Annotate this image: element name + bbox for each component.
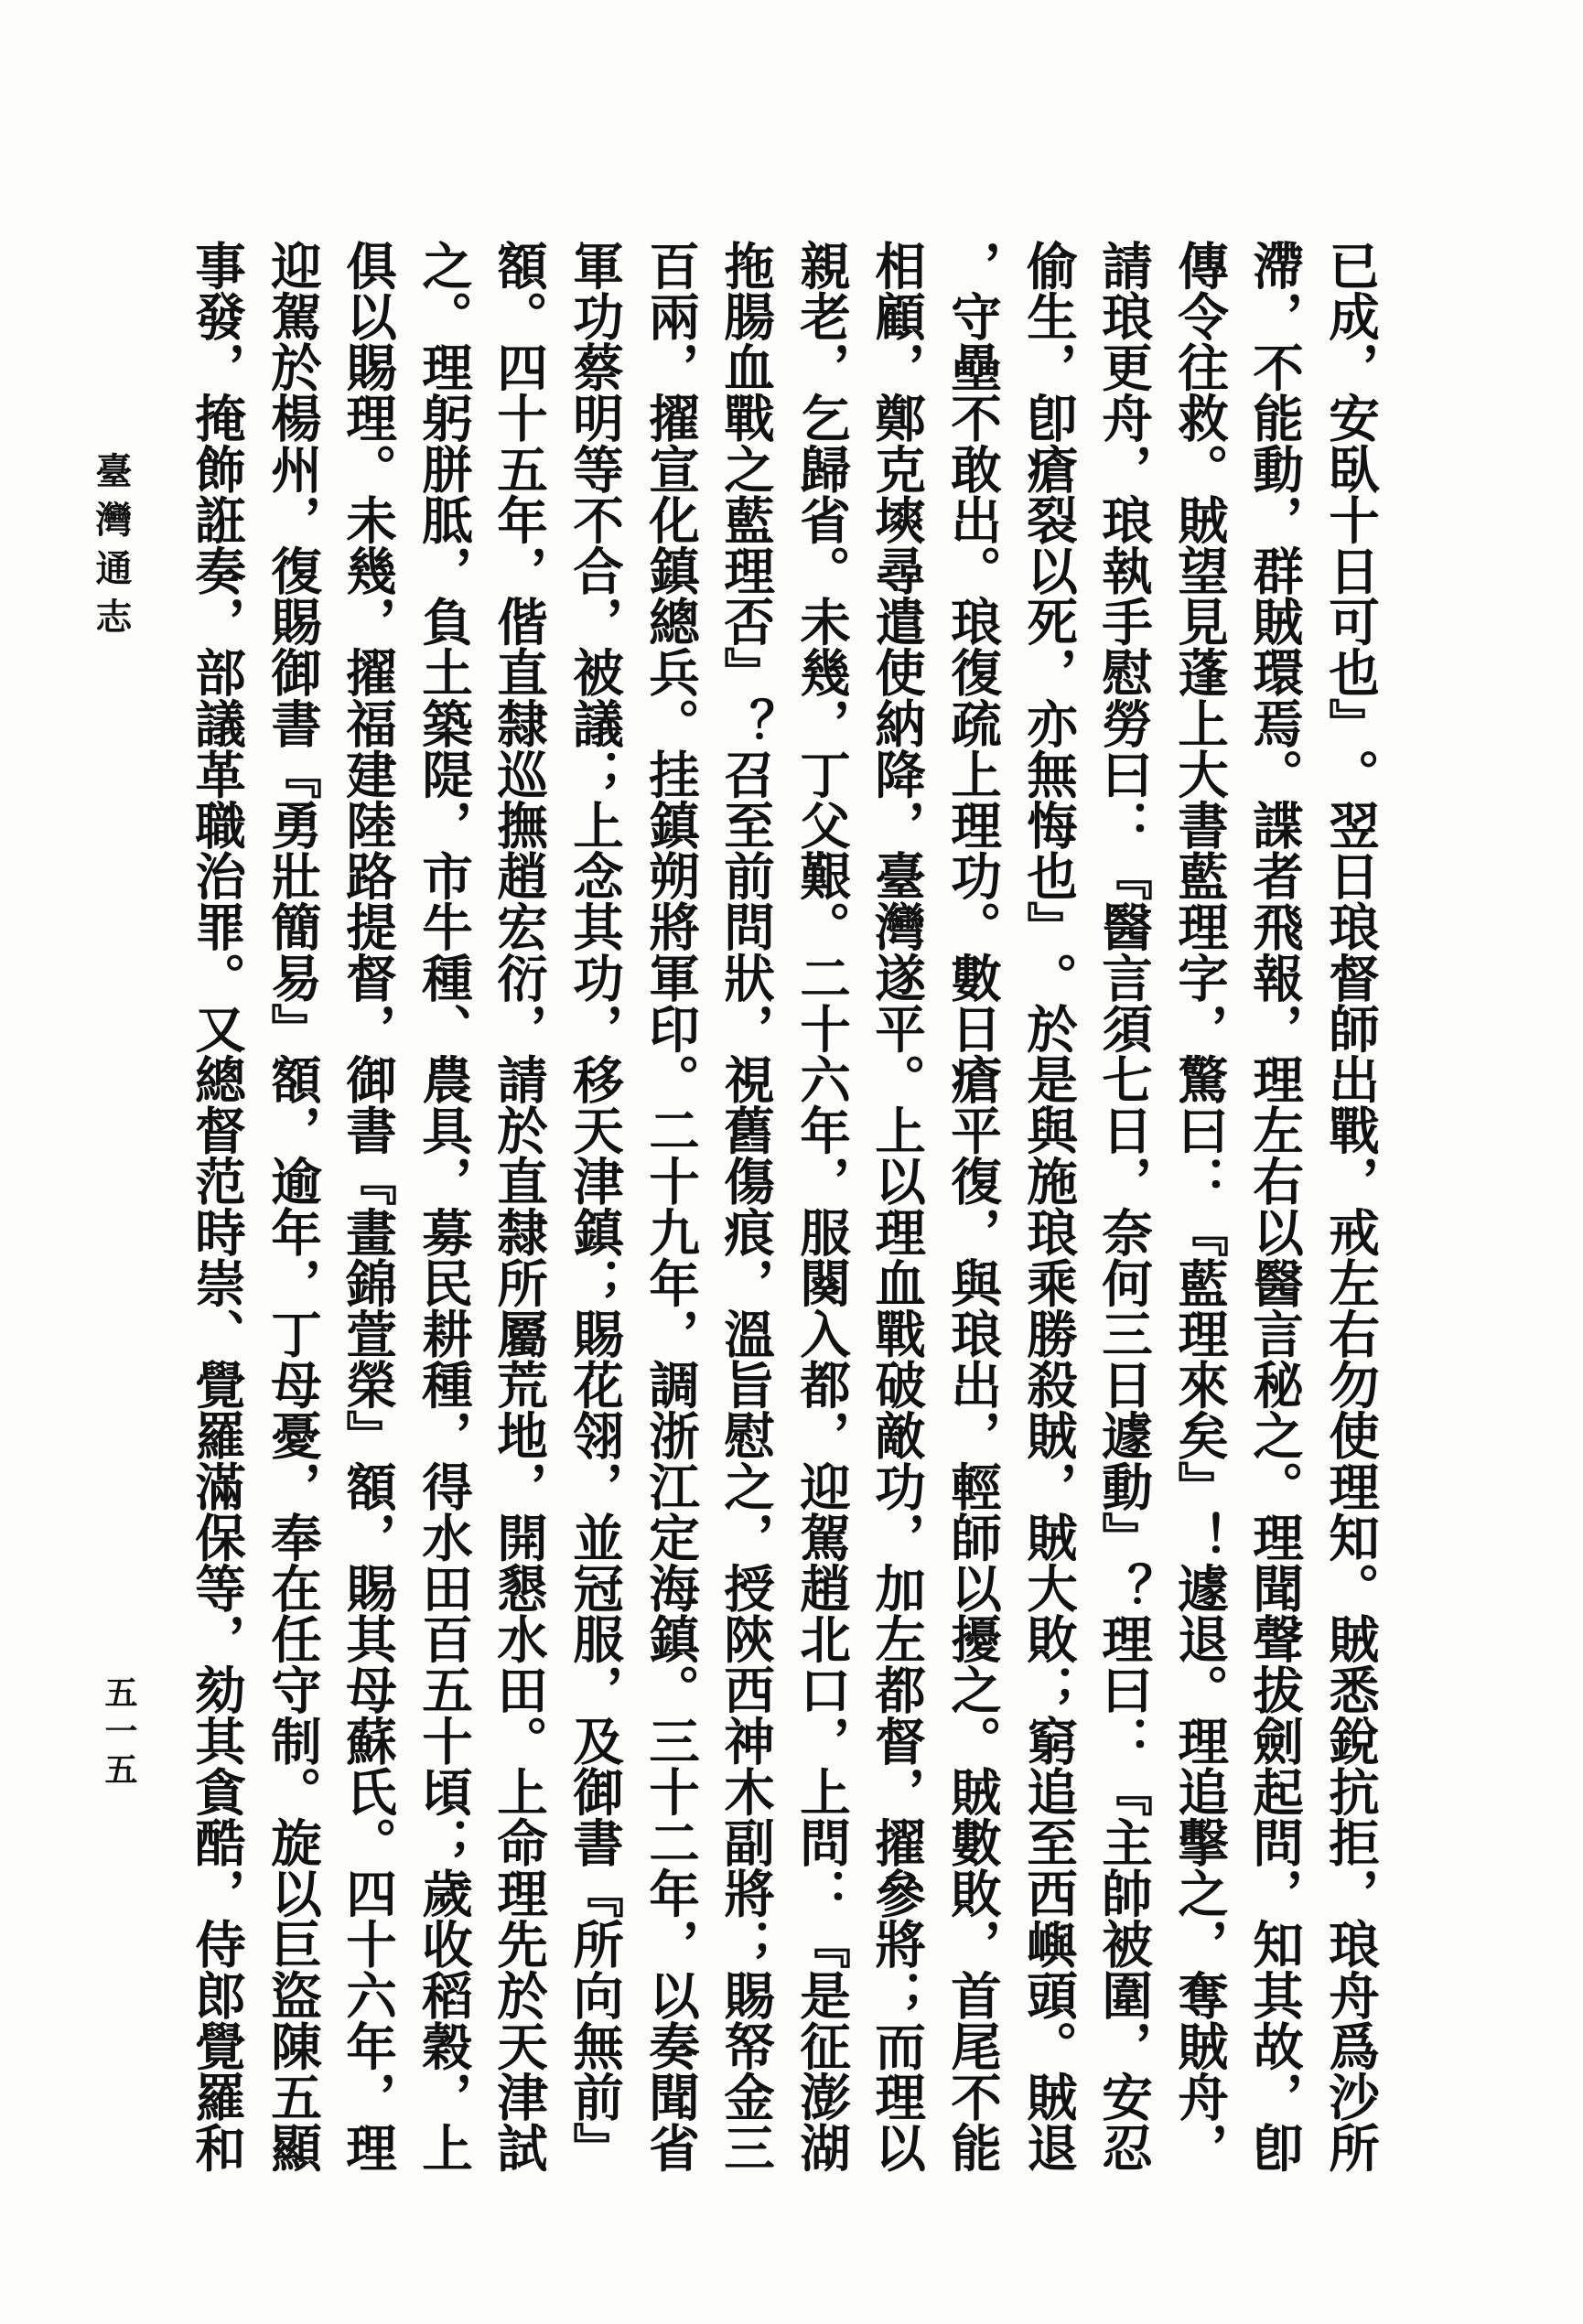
- text-column: 傳令往救。賊望見蓬上大書藍理字，驚曰：『藍理來矣』！遽退。理追擊之，奪賊舟，: [1168, 240, 1228, 2173]
- text-column: ，守壘不敢出。琅復疏上理功。數日瘡平復，與琅出，輕師以擾之。賊數敗，首尾不能: [942, 240, 1001, 2173]
- text-column: 額。四十五年，偕直隸巡撫趙宏衍，請於直隸所屬荒地，開懇水田。上命理先於天津試: [488, 240, 547, 2173]
- text-column: 請琅更舟，琅執手慰勞曰：『醫言須七日，奈何三日遽動』？理曰：『主帥被圍，安忍: [1093, 240, 1152, 2173]
- book-title: 臺灣通志: [90, 452, 133, 646]
- text-column: 百兩，擢宣化鎮總兵。挂鎮朔將軍印。二十九年，調浙江定海鎮。三十二年，以奏聞省: [640, 240, 699, 2173]
- text-column: 已成，安臥十日可也』。翌日琅督師出戰，戒左右勿使理知。賊悉銳抗拒，琅舟爲沙所: [1319, 240, 1379, 2173]
- text-column: 拖腸血戰之藍理否』？召至前問狀，視舊傷痕，溫旨慰之，授陝西神木副將；賜帑金三: [715, 240, 774, 2173]
- text-column: 之。理躬胼胝，負土築隄，市牛種、農具，募民耕種，得水田百五十頃；歲收稻穀，上: [413, 240, 472, 2173]
- page-number: 五一五: [100, 1675, 138, 1791]
- text-column: 親老，乞歸省。未幾，丁父艱。二十六年，服闋入都，迎駕趙北口，上問：『是征澎湖: [791, 240, 850, 2173]
- text-column: 事發，掩飾誑奏，部議革職治罪。又總督范時崇、覺羅滿保等，劾其貪酷，侍郎覺羅和: [186, 240, 245, 2173]
- text-column: 迎駕於楊州，復賜御書『勇壯簡易』額，逾年，丁母憂，奉在任守制。旋以巨盜陳五顯: [262, 240, 321, 2173]
- text-column: 相顧，鄭克塽尋遣使納降，臺灣遂平。上以理血戰破敵功，加左都督，擢參將；而理以: [866, 240, 925, 2173]
- text-column: 軍功蔡明等不合，被議；上念其功，移天津鎮；賜花翎，並冠服，及御書『所向無前』: [564, 240, 623, 2173]
- text-column: 滯，不能動，群賊環焉。諜者飛報，理左右以醫言秘之。理聞聲拔劍起問，知其故，卽: [1244, 240, 1303, 2173]
- text-column: 偷生，卽瘡裂以死，亦無悔也』。於是與施琅乘勝殺賊，賊大敗；窮追至西嶼頭。賊退: [1018, 240, 1077, 2173]
- text-column: 俱以賜理。未幾，擢福建陸路提督，御書『畫錦萱榮』額，賜其母蘇氏。四十六年，理: [337, 240, 396, 2173]
